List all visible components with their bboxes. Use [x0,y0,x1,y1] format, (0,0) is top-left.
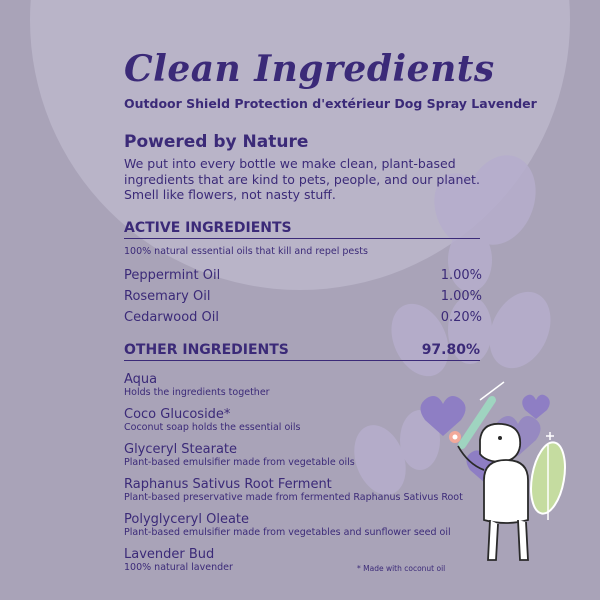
ingredient-item [124,408,300,433]
ingredient-desc: 100% natural lavender [124,562,233,573]
other-pct: 97.80% [421,342,480,358]
other-heading-label: OTHER INGREDIENTS [124,342,289,358]
ingredient-item [124,443,355,468]
active-pct: 0.20% [440,310,482,325]
other-ingredients-heading [124,342,480,361]
ingredient-desc: Plant-based emulsifier made from vegetables and sunflower seed oil [124,527,451,538]
powered-heading: Powered by Nature [124,132,309,152]
active-name: Cedarwood Oil [124,310,220,325]
active-heading-label: ACTIVE INGREDIENTS [124,220,292,236]
active-row [124,310,482,325]
ingredient-desc: Plant-based preservative made from fermented Raphanus Sativus Root [124,492,463,503]
ingredient-desc: Holds the ingredients together [124,387,270,398]
ingredient-name: Polyglyceryl Oleate [124,512,250,527]
ingredient-desc: Plant-based emulsifier made from vegetable oils [124,457,355,468]
active-ingredients-heading [124,220,480,239]
active-note: 100% natural essential oils that kill and repel pests [124,246,368,257]
active-row [124,289,482,304]
active-pct: 1.00% [440,268,482,283]
ingredient-name: Raphanus Sativus Root Ferment [124,477,332,492]
ingredient-desc: Coconut soap holds the essential oils [124,422,301,433]
ingredient-item [124,478,463,503]
ingredient-name: Aqua [124,372,158,387]
active-name: Peppermint Oil [124,268,221,283]
active-name: Rosemary Oil [124,289,211,304]
ingredient-item [124,373,270,398]
active-row [124,268,482,283]
ingredient-item [124,513,451,538]
product-subtitle: Outdoor Shield Protection d'extérieur Dog Spray Lavender [124,96,537,111]
page-title: Clean Ingredients [124,48,495,90]
ingredient-name: Glyceryl Stearate [124,442,238,457]
ingredient-item [124,548,233,573]
ingredient-name: Coco Glucoside* [124,407,231,422]
active-pct: 1.00% [440,289,482,304]
powered-text: We put into every bottle we make clean, plant-based ingredients that are kind to pets, people, and our planet. Smell like flowers, not nasty stuff. [124,156,480,202]
footnote: * Made with coconut oil [357,564,446,573]
ingredient-name: Lavender Bud [124,547,215,562]
